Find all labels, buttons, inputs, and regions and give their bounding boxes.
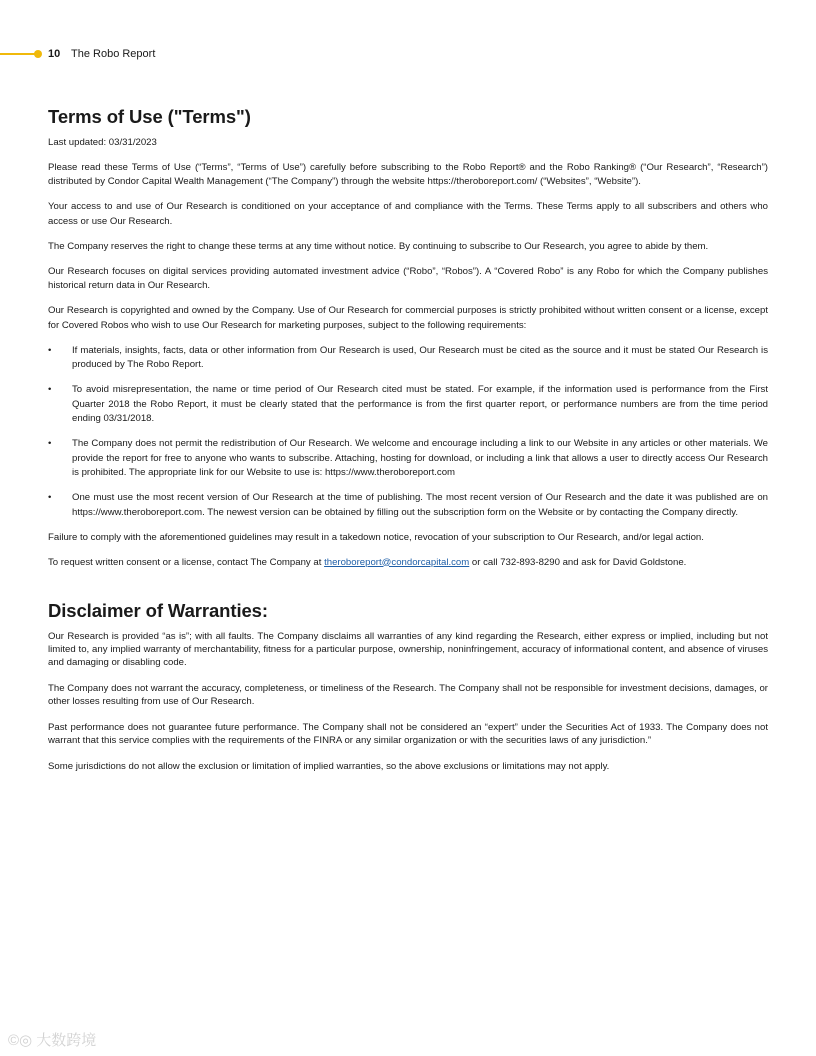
list-item-text: The Company does not permit the redistribution of Our Research. We welcome and encourage including a link to our Website in any articles or other materials. We provide the report for free to anyone who wants to subscribe. Attaching, hosting for download, or including a link that allows a user to directly access Our Research is prohibited. The appropriate link for our Website to use is: https://www.theroboreport.com [72, 438, 768, 478]
disclaimer-paragraph-4: Some jurisdictions do not allow the exclusion or limitation of implied warranties, so the above exclusions or limitations may not apply. [48, 761, 610, 772]
page-content [48, 106, 768, 786]
terms-paragraph-6: Failure to comply with the aforementioned guidelines may result in a takedown notice, revocation of your subscription to Our Research, and/or legal action. [48, 531, 704, 543]
contact-email-link[interactable]: theroboreport@condorcapital.com [324, 556, 470, 568]
contact-prefix: To request written consent or a license, contact The Company at [48, 556, 325, 568]
disclaimer-paragraph-1: Our Research is provided “as is”; with all faults. The Company disclaims all warranties of any kind regarding the Research, either express or implied, including but not limited to, any implied warranty of merchantability, fitness for a particular purpose, ownership, noninfringement, accuracy of informational content, and absence of viruses and damaging or disabling code. [48, 631, 768, 668]
header-accent-dot [34, 50, 42, 58]
contact-paragraph [48, 556, 768, 571]
list-item [48, 383, 768, 427]
disclaimer-heading: Disclaimer of Warranties: [48, 600, 268, 621]
header-accent-rule [0, 53, 36, 55]
bullet-icon: • [48, 492, 52, 503]
list-item-text: To avoid misrepresentation, the name or time period of Our Research cited must be stated. For example, if the information used is performance from the First Quarter 2018 the Robo Report, it must be clearly stated that the performance is from the first quarter report, or performance numbers are from the time period ending 03/31/2018. [72, 384, 768, 424]
report-title: The Robo Report [71, 48, 156, 60]
last-updated: Last updated: 03/31/2023 [48, 137, 157, 148]
disclaimer-section [48, 600, 768, 773]
list-item-text: One must use the most recent version of Our Research at the time of publishing. The most recent version of Our Research and the date it was published are on https://www.theroboreport.com. The newest version can be obtained by filling out the subscription form on the Website or by contacting the Company directly. [72, 492, 768, 518]
list-item [48, 344, 768, 373]
terms-paragraph-5: Our Research is copyrighted and owned by the Company. Use of Our Research for commercial purposes is strictly prohibited without written consent or a license, except for Covered Robos who wish to use Our Research for marketing purposes, subject to the following requirements: [48, 305, 768, 331]
bullet-icon: • [48, 344, 52, 356]
page-number: 10 [48, 48, 61, 60]
terms-paragraph-3: The Company reserves the right to change these terms at any time without notice. By continuing to subscribe to Our Research, you agree to abide by them. [48, 240, 709, 252]
requirements-list [48, 344, 768, 521]
bullet-icon: • [48, 384, 52, 395]
terms-paragraph-4: Our Research focuses on digital services providing automated investment advice (“Robo”, “Robos”). A “Covered Robo” is any Robo for which the Company publishes historical return data in Our Research. [48, 265, 768, 291]
list-item-text: If materials, insights, facts, data or other information from Our Research is used, Our Research must be cited as the source and it must be stated Our Research is produced by The Robo Report. [72, 344, 768, 370]
terms-paragraph-1: Please read these Terms of Use (“Terms”, “Terms of Use”) carefully before subscribing to the Robo Report® and the Robo Ranking® (“Our Research”, “Research”) distributed by Condor Capital Wealth Management (“The Company”) through the website https://theroboreport.com/ (“Websites”, “Website”). [48, 161, 768, 187]
list-item [48, 437, 768, 481]
terms-paragraph-2: Your access to and use of Our Research is conditioned on your acceptance of and compliance with the Terms. These Terms apply to all subscribers and others who access or use Our Research. [48, 201, 768, 227]
bullet-icon: • [48, 438, 52, 449]
terms-heading: Terms of Use ("Terms") [48, 106, 251, 127]
contact-suffix: or call 732-893-8290 and ask for David Goldstone. [469, 556, 687, 568]
terms-section [48, 106, 768, 570]
disclaimer-paragraph-3: Past performance does not guarantee future performance. The Company shall not be considered an “expert” under the Securities Act of 1933. The Company does not warrant that this service complies with the requirements of the FINRA or any similar organization or with the securities laws of any jurisdiction.” [48, 722, 768, 746]
list-item [48, 491, 768, 520]
watermark: ©◎ 大数跨境 [8, 1032, 97, 1049]
disclaimer-paragraph-2: The Company does not warrant the accuracy, completeness, or timeliness of the Research. The Company shall not be responsible for investment decisions, damages, or other losses resulting from use of Our Research. [48, 683, 768, 707]
